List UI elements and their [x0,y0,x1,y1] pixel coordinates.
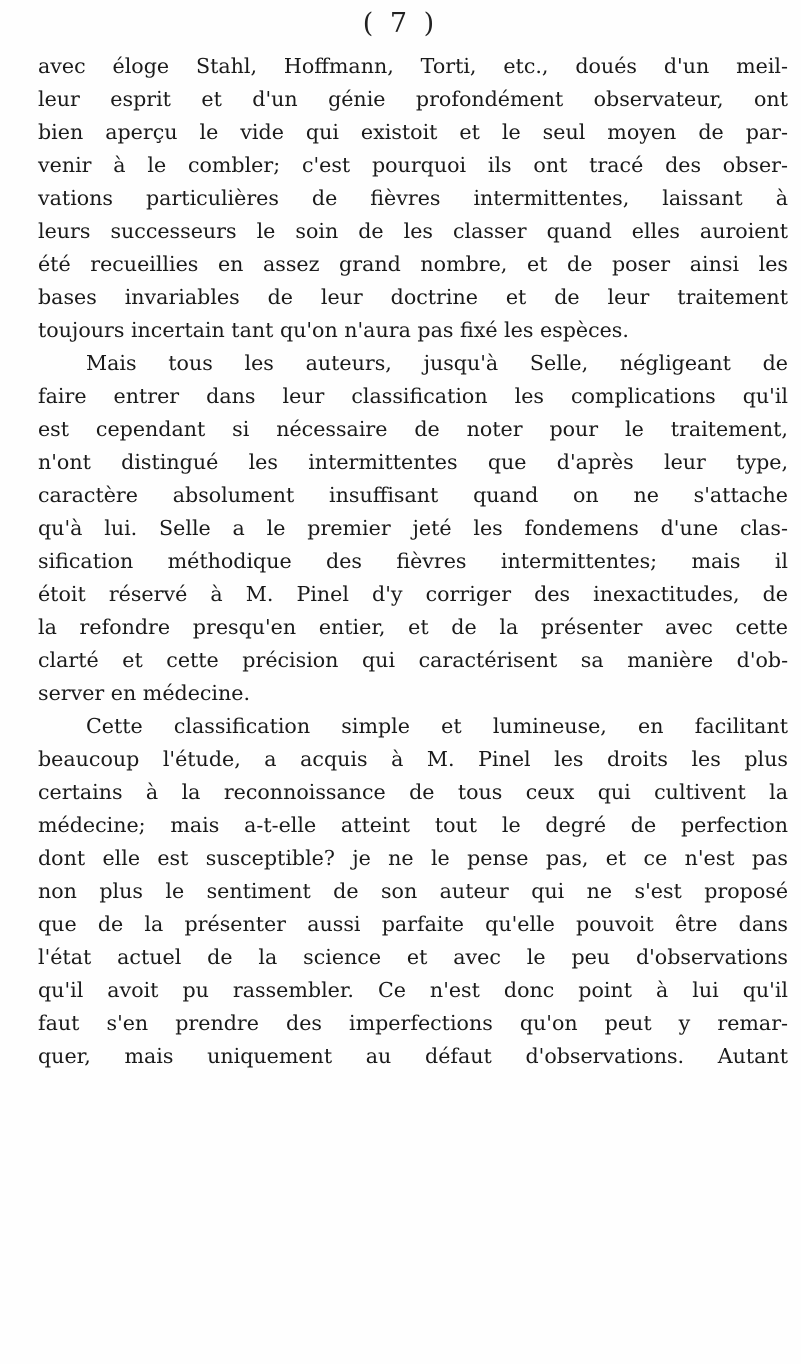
text-line: beaucoup l'étude, a acquis à M. Pinel les droits les plus [38,747,788,771]
text-line: certains à la reconnoissance de tous ceux qui cultivent la [38,780,789,804]
text-line: leurs successeurs le soin de les classer quand elles auroient [38,219,789,243]
text-line: leur esprit et d'un génie profondément observateur, ont [38,87,788,111]
text-line: dont elle est susceptible? je ne le pense pas, et ce n'est pas [38,846,788,870]
text-line: sification méthodique des fièvres intermittentes; mais il [38,549,789,573]
text-line: venir à le combler; c'est pourquoi ils ont tracé des obser- [38,153,788,177]
text-line: vations particulières de fièvres intermittentes, laissant à [38,186,788,210]
body-text [38,50,788,1073]
paragraph-first-line: Mais tous les auteurs, jusqu'à Selle, négligeant de [86,351,788,375]
text-line: bien aperçu le vide qui existoit et le seul moyen de par- [38,120,788,144]
text-line: avec éloge Stahl, Hoffmann, Torti, etc., doués d'un meil- [38,54,788,78]
text-line: quer, mais uniquement au défaut d'observations. Autant [38,1044,788,1068]
text-line: n'ont distingué les intermittentes que d'après leur type, [38,450,788,474]
text-line: l'état actuel de la science et avec le peu d'observations [38,945,788,969]
text-line: que de la présenter aussi parfaite qu'elle pouvoit être dans [38,912,788,936]
text-line: été recueillies en assez grand nombre, et de poser ainsi les [38,252,788,276]
text-line: bases invariables de leur doctrine et de leur traitement [38,285,788,309]
text-line: faire entrer dans leur classification les complications qu'il [38,384,789,408]
text-line: caractère absolument insuffisant quand on ne s'attache [38,483,788,507]
text-line: étoit réservé à M. Pinel d'y corriger des inexactitudes, de [38,582,788,606]
text-line: faut s'en prendre des imperfections qu'on peut y remar- [38,1011,788,1035]
text-line: qu'il avoit pu rassembler. Ce n'est donc point à lui qu'il [38,978,788,1002]
text-line: qu'à lui. Selle a le premier jeté les fondemens d'une clas- [38,516,788,540]
text-line: server en médecine. [38,681,251,705]
text-line: clarté et cette précision qui caractérisent sa manière d'ob- [38,648,789,672]
text-line: médecine; mais a-t-elle atteint tout le degré de perfection [38,813,789,837]
text-line: non plus le sentiment de son auteur qui ne s'est proposé [38,879,789,903]
text-line: toujours incertain tant qu'on n'aura pas fixé les espèces. [38,318,629,342]
text-line: la refondre presqu'en entier, et de la présenter avec cette [38,615,788,639]
text-line: est cependant si nécessaire de noter pour le traitement, [38,417,788,441]
page-number: ( 7 ) [362,8,439,39]
paragraph-first-line: Cette classification simple et lumineuse, en facilitant [86,714,788,738]
